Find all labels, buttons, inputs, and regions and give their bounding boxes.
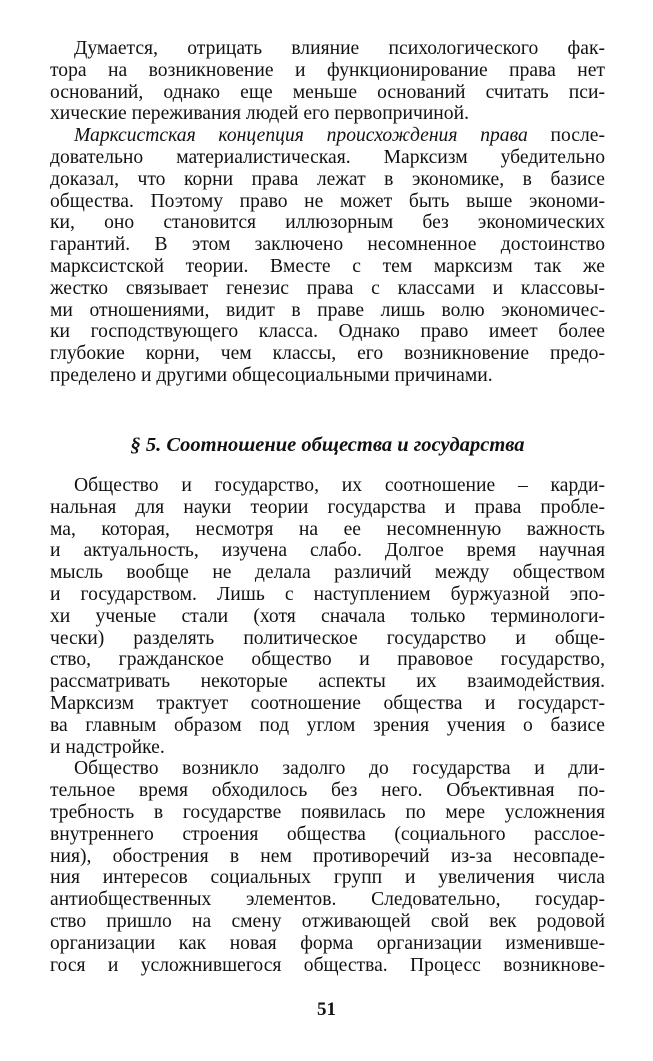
text-line: хи ученые стали (хотя сначала только терминологи-	[50, 605, 605, 627]
text-line: мысль вообще не делала различий между обществом	[50, 562, 605, 584]
paragraph-marxist-concept	[50, 125, 605, 387]
text-line: ма, которая, несмотря на ее несомненную важность	[50, 518, 605, 540]
text-line: рассматривать некоторые аспекты их взаимодействия.	[50, 671, 605, 693]
text-line: Марксизм трактует соотношение общества и государст-	[50, 692, 605, 714]
text-line	[50, 125, 605, 147]
text-line: ва главным образом под углом зрения учения о базисе	[50, 714, 605, 736]
bottom-text-block	[50, 475, 605, 976]
text-line: хические переживания людей его первопричиной.	[50, 103, 469, 125]
text-line: ния), обострения в нем противоречий из-за несовпаде-	[50, 845, 605, 867]
text-line: антиобщественных элементов. Следовательно, государ-	[50, 889, 605, 911]
paragraph-society-and-state	[50, 475, 605, 758]
text-line: доказал, что корни права лежат в экономике, в базисе	[50, 168, 605, 190]
text-line: чески) разделять политическое государство и обще-	[50, 627, 605, 649]
text-line: Общество возникло задолго до государства и дли-	[74, 758, 605, 780]
top-text-block	[50, 38, 605, 387]
section-heading: § 5. Соотношение общества и государства	[130, 434, 525, 456]
text-line: гося и усложнившегося общества. Процесс возникнове-	[50, 954, 605, 976]
text-line: глубокие корни, чем классы, его возникновение предо-	[50, 343, 605, 365]
text-line: Думается, отрицать влияние психологического фак-	[74, 38, 605, 59]
text-line: внутреннего строения общества (социального расслое-	[50, 823, 605, 845]
text-line: ки, оно становится иллюзорным без экономических	[50, 212, 605, 234]
text-line: тора на возникновение и функционирование права нет	[50, 59, 605, 81]
text-line: довательно материалистическая. Марксизм убедительно	[50, 146, 605, 168]
text-line: пределено и другими общесоциальными причинами.	[50, 364, 493, 386]
text-line: Общество и государство, их соотношение – карди-	[74, 475, 605, 496]
paragraph-psychological-factor	[50, 38, 605, 125]
text-line: оснований, однако еще меньше оснований считать пси-	[50, 81, 605, 103]
page-number: 51	[317, 999, 336, 1020]
text-line: ния интересов социальных групп и увеличения числа	[50, 867, 605, 889]
text-line: и актуальность, изучена слабо. Долгое время научная	[50, 540, 605, 562]
text-line: и надстройке.	[50, 736, 165, 758]
text-fragment: после-	[527, 125, 605, 147]
text-line: жестко связывает генезис права с классами и классовы-	[50, 277, 605, 299]
text-line: требность в государстве появилась по мере усложнения	[50, 801, 605, 823]
italic-term: Марксистская концепция происхождения права	[74, 125, 528, 147]
text-line: ки господствующего класса. Однако право имеет более	[50, 321, 605, 343]
text-line: тельное время обходилось без него. Объективная по-	[50, 780, 605, 802]
paragraph-society-before-state	[50, 758, 605, 976]
text-line: организации как новая форма организации изменивше-	[50, 932, 605, 954]
text-line: общества. Поэтому право не может быть выше экономи-	[50, 190, 605, 212]
text-line: ство, гражданское общество и правовое государство,	[50, 649, 605, 671]
text-line: и государством. Лишь с наступлением буржуазной эпо-	[50, 583, 605, 605]
text-line: нальная для науки теории государства и права пробле-	[50, 496, 605, 518]
text-line: ство пришло на смену отживающей свой век родовой	[50, 910, 605, 932]
text-line: гарантий. В этом заключено несомненное достоинство	[50, 234, 605, 256]
text-line: марксистской теории. Вместе с тем марксизм так же	[50, 255, 605, 277]
text-line: ми отношениями, видит в праве лишь волю экономичес-	[50, 299, 605, 321]
